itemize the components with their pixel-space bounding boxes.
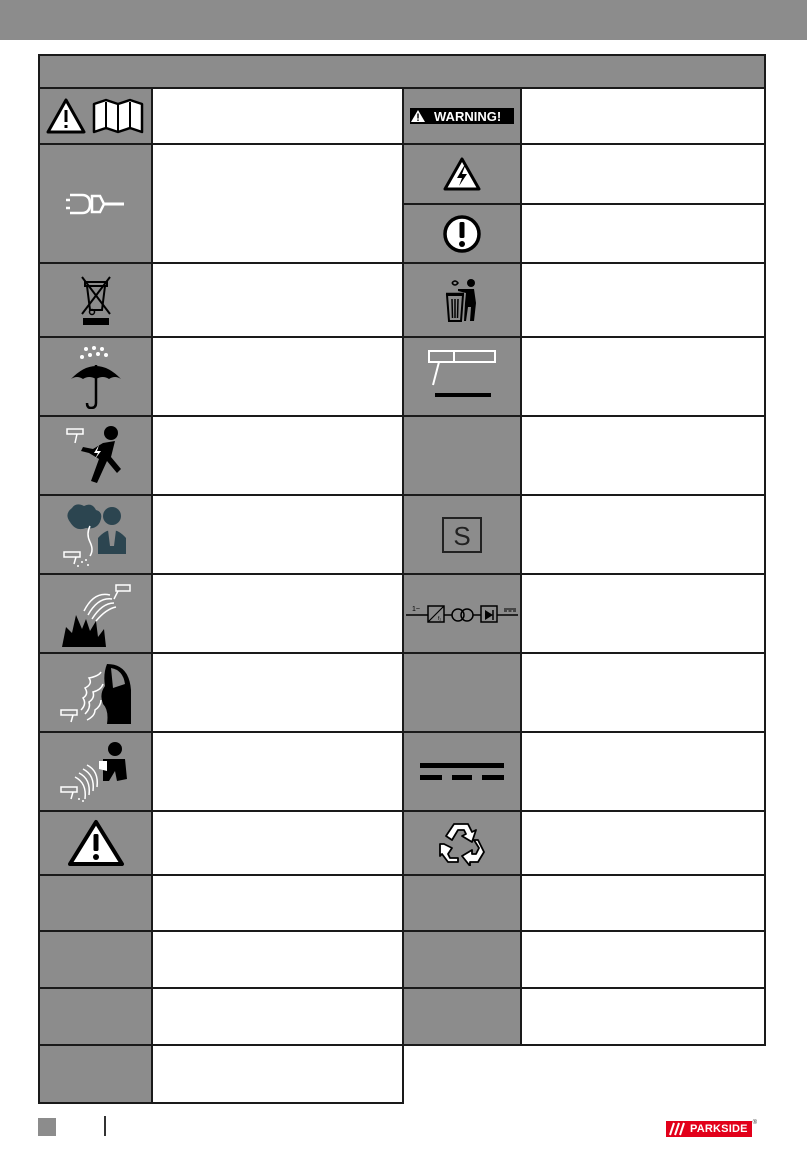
text-cell (151, 87, 404, 145)
warning-label-icon (402, 87, 522, 145)
electromagnetic-field-icon (38, 731, 153, 812)
brand-name: PARKSIDE (688, 1121, 752, 1137)
svg-text:S: S (453, 520, 471, 551)
text-cell (520, 143, 766, 205)
electric-shock-welder-icon (38, 415, 153, 496)
warning-manual-icon (38, 87, 153, 145)
text-cell (151, 731, 404, 812)
blank-icon-cell (402, 930, 522, 989)
footer-divider (104, 1116, 106, 1136)
arc-radiation-face-icon (38, 652, 153, 733)
weee-crossed-bin-icon (38, 262, 153, 338)
svg-text:1~: 1~ (412, 605, 420, 613)
text-cell (520, 336, 766, 417)
text-cell (151, 930, 404, 989)
table-header (38, 54, 766, 89)
text-cell (151, 494, 404, 575)
blank-icon-cell (38, 1044, 153, 1104)
text-cell (520, 203, 766, 264)
electric-shock-warning-icon (402, 143, 522, 205)
text-cell (520, 573, 766, 654)
blank-icon-cell (38, 987, 153, 1046)
brand-registered-mark: ® (752, 1120, 758, 1126)
text-cell (520, 494, 766, 575)
svg-text:f₂: f₂ (438, 615, 442, 622)
text-cell (520, 87, 766, 145)
parkside-logo (666, 1120, 757, 1138)
recycling-icon (402, 810, 522, 876)
blank-icon-cell (402, 415, 522, 496)
important-exclamation-icon (402, 203, 522, 264)
s-mark-icon (402, 494, 522, 575)
text-cell (520, 415, 766, 496)
text-cell (151, 1044, 404, 1104)
text-cell (151, 810, 404, 876)
blank-icon-cell (38, 930, 153, 989)
text-cell (520, 262, 766, 338)
text-cell (520, 652, 766, 733)
text-cell (151, 415, 404, 496)
text-cell (520, 930, 766, 989)
text-cell (151, 262, 404, 338)
welding-fumes-icon (38, 494, 153, 575)
warning-triangle-icon (38, 810, 153, 876)
text-cell (151, 336, 404, 417)
page-number-box (38, 1118, 56, 1136)
text-cell (520, 731, 766, 812)
brand-stripes-icon (666, 1121, 688, 1137)
fire-explosion-icon (38, 573, 153, 654)
power-plug-icon (38, 143, 153, 264)
text-cell (151, 143, 404, 264)
inverter-transformer-rectifier-icon (402, 573, 522, 654)
direct-current-icon (402, 731, 522, 812)
text-cell (151, 987, 404, 1046)
protect-from-rain-icon (38, 336, 153, 417)
text-cell (151, 573, 404, 654)
text-cell (520, 810, 766, 876)
text-cell (520, 874, 766, 932)
tidy-man-dispose-icon (402, 262, 522, 338)
top-header-bar (0, 0, 807, 40)
text-cell (151, 874, 404, 932)
blank-icon-cell (402, 987, 522, 1046)
symbols-table (38, 54, 766, 1104)
blank-icon-cell (402, 652, 522, 733)
text-cell (151, 652, 404, 733)
welding-torch-workpiece-icon (402, 336, 522, 417)
warning-label-text: WARNING! (434, 109, 502, 124)
blank-icon-cell (402, 874, 522, 932)
blank-icon-cell (38, 874, 153, 932)
text-cell (520, 987, 766, 1046)
